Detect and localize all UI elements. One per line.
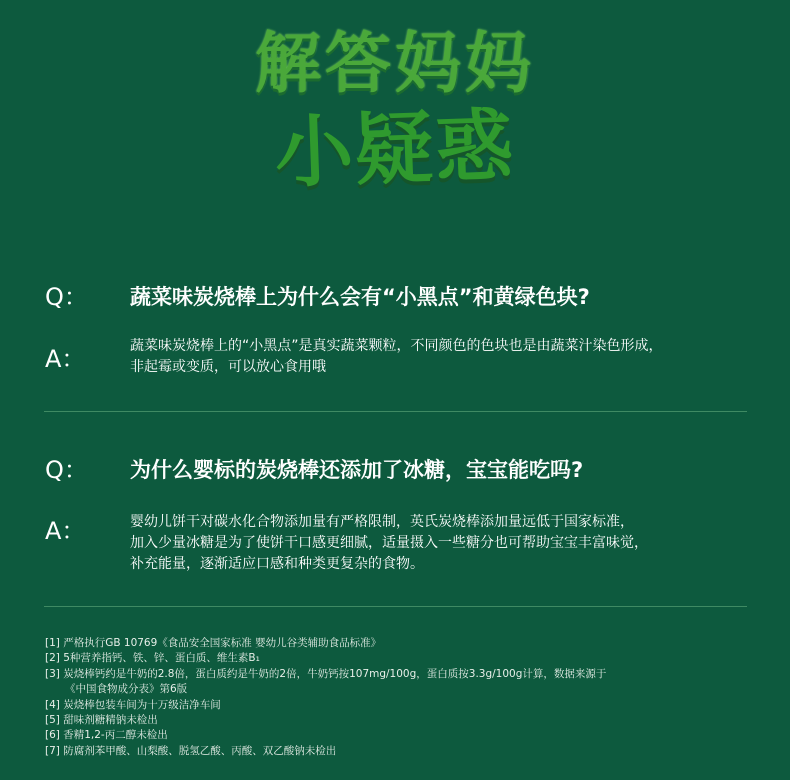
question-label: Q： [45,456,88,484]
answer-text [130,512,750,575]
question-label: Q： [45,283,88,311]
footnote: 《中国食物成分表》第6版 [65,683,188,696]
answer-line: 蔬菜味炭烧棒上的“小黑点”是真实蔬菜颗粒，不同颜色的色块也是由蔬菜汁染色形成， [130,338,663,354]
footnotes [45,636,745,759]
divider [44,606,747,607]
divider [44,411,747,412]
answer-line: 非起霉或变质，可以放心食用哦 [130,359,326,375]
title-line-2: 小疑惑 [273,100,517,200]
answer-line: 加入少量冰糖是为了使饼干口感更细腻，适量摄入一些糖分也可帮助宝宝丰富味觉， [130,535,648,551]
footnote: [2] 5种营养指钙、铁、锌、蛋白质、维生素B₁ [45,652,260,665]
answer-text [130,336,750,378]
footnote: [1] 严格执行GB 10769《食品安全国家标准 婴幼儿谷类辅助食品标准》 [45,637,382,649]
answer-line: 婴幼儿饼干对碳水化合物添加量有严格限制，英氏炭烧棒添加量远低于国家标准， [130,514,634,530]
footnote: [7] 防腐剂苯甲酸、山梨酸、脱氢乙酸、丙酸、双乙酸钠未检出 [45,744,337,757]
answer-line: 补充能量，逐渐适应口感和种类更复杂的食物。 [130,556,424,572]
question-text: 蔬菜味炭烧棒上为什么会有“小黑点”和黄绿色块? [130,285,590,309]
question-text: 为什么婴标的炭烧棒还添加了冰糖，宝宝能吃吗? [130,458,584,482]
footnote: [6] 香精1,2-丙二醇未检出 [45,729,168,742]
answer-label: A： [45,517,86,545]
footnote: [5] 甜味剂糖精钠未检出 [45,714,158,727]
answer-label: A： [45,345,86,373]
footnote: [4] 炭烧棒包装车间为十万级洁净车间 [45,698,221,711]
footnote: [3] 炭烧棒钙约是牛奶的2.8倍，蛋白质约是牛奶的2倍，牛奶钙按107mg/100g，蛋白质按3.3g/100g计算，数据来源于 [45,667,607,680]
title-line-1: 解答妈妈 [255,25,535,102]
